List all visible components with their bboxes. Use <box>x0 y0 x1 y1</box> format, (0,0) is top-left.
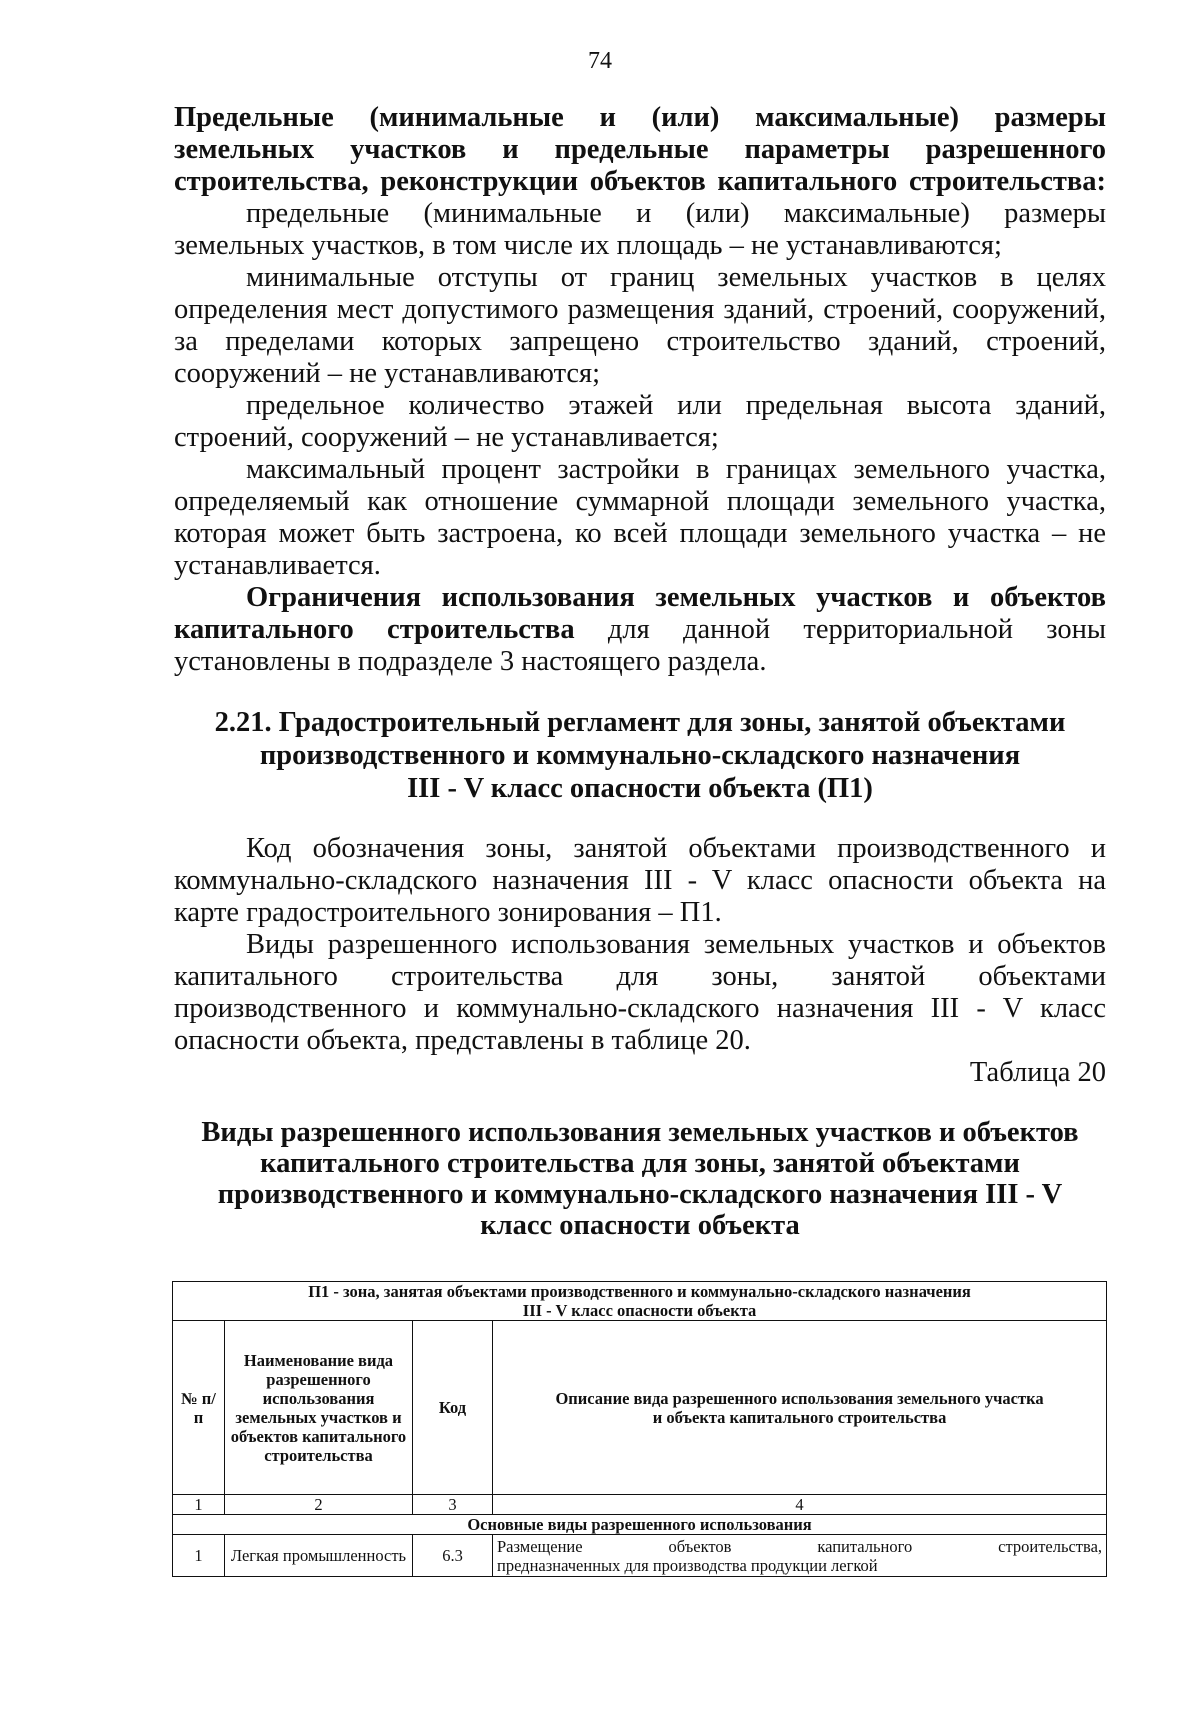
col-number: 4 <box>493 1495 1107 1515</box>
paragraph-line: устанавливается. <box>174 550 381 581</box>
paragraph-line: коммунально-складского назначения III - V класс опасности объекта на <box>174 865 1106 896</box>
paragraph-line: Код обозначения зоны, занятой объектами производственного и <box>246 833 1106 864</box>
zone-header-line: III - V класс опасности объекта <box>522 1301 757 1320</box>
table-reference: Таблица 20 <box>969 1057 1106 1088</box>
limits-paragraph-floors <box>174 390 1106 454</box>
permitted-uses-table <box>172 1281 1107 1577</box>
section-heading-line: производственного и коммунально-складского назначения <box>259 740 1021 771</box>
limits-paragraph-size <box>174 198 1106 262</box>
paragraph-line: установлены в подразделе 3 настоящего раздела. <box>174 646 767 677</box>
text-run: для данной территориальной зоны <box>607 614 1106 645</box>
row-use-name: Легкая промышленность <box>225 1535 413 1577</box>
table-title-line: Виды разрешенного использования земельных участков и объектов <box>201 1117 1079 1148</box>
row-code: 6.3 <box>413 1535 493 1577</box>
paragraph-line: Виды разрешенного использования земельных участков и объектов <box>246 929 1106 960</box>
section-heading-line: III - V класс опасности объекта (П1) <box>407 773 873 804</box>
table-title <box>174 1117 1106 1241</box>
col-header-num: № п/п <box>173 1321 225 1495</box>
paragraph-line: опасности объекта, представлены в таблице 20. <box>174 1025 751 1056</box>
limits-heading <box>174 102 1106 198</box>
paragraph-line: за пределами которых запрещено строительство зданий, строений, <box>174 326 1106 357</box>
restrictions-paragraph <box>174 582 1106 678</box>
zone-header-cell <box>173 1282 1107 1321</box>
paragraph-line: сооружений – не устанавливаются; <box>174 358 601 389</box>
table-row <box>173 1535 1107 1577</box>
col-number: 1 <box>173 1495 225 1515</box>
page-number: 74 <box>588 48 612 74</box>
paragraph-line: производственного и коммунально-складского назначения III - V класс <box>174 993 1106 1024</box>
limits-paragraph-coverage <box>174 454 1106 582</box>
paragraph-line <box>174 614 1106 646</box>
section-row-cell: Основные виды разрешенного использования <box>173 1515 1107 1535</box>
document-body <box>174 102 1106 1241</box>
zone-code-paragraph <box>174 833 1106 929</box>
paragraph-line: которая может быть застроена, ко всей площади земельного участка – не <box>174 518 1106 549</box>
col-header-name: Наименование вида разрешенного использования земельных участков и объектов капитального строительства <box>225 1321 413 1495</box>
col-number: 2 <box>225 1495 413 1515</box>
row-description-line: Размещение объектов капитального строительства, <box>497 1536 1103 1556</box>
paragraph-line: определения мест допустимого размещения зданий, строений, сооружений, <box>174 294 1106 325</box>
table-column-number-row <box>173 1495 1107 1515</box>
limits-paragraph-setbacks <box>174 262 1106 390</box>
paragraph-line: карте градостроительного зонирования – П1. <box>174 897 722 928</box>
limits-heading-line: строительства, реконструкции объектов капитального строительства: <box>174 166 1106 197</box>
table-section-row <box>173 1515 1107 1535</box>
row-description <box>493 1535 1107 1577</box>
limits-heading-line: земельных участков и предельные параметры разрешенного <box>174 134 1106 165</box>
row-number: 1 <box>173 1535 225 1577</box>
table-title-line: класс опасности объекта <box>480 1210 800 1241</box>
row-description-line: предназначенных для производства продукции легкой <box>497 1555 878 1575</box>
paragraph-line: предельное количество этажей или предельная высота зданий, <box>246 390 1106 421</box>
paragraph-line: определяемый как отношение суммарной площади земельного участка, <box>174 486 1106 517</box>
paragraph-line: строений, сооружений – не устанавливается; <box>174 422 719 453</box>
paragraph-line: земельных участков, в том числе их площадь – не устанавливаются; <box>174 230 1002 261</box>
col-header-code: Код <box>413 1321 493 1495</box>
zone-header-line: П1 - зона, занятая объектами производственного и коммунально-складского назначения <box>308 1282 971 1301</box>
section-heading-line: 2.21. Градостроительный регламент для зоны, занятой объектами <box>214 707 1066 738</box>
limits-heading-line: Предельные (минимальные и (или) максимальные) размеры <box>174 102 1106 133</box>
paragraph-line: максимальный процент застройки в границах земельного участка, <box>246 454 1106 485</box>
col-number: 3 <box>413 1495 493 1515</box>
permitted-uses-paragraph <box>174 929 1106 1057</box>
paragraph-line: Ограничения использования земельных участков и объектов <box>246 582 1106 613</box>
section-heading <box>174 706 1106 805</box>
table-title-line: производственного и коммунально-складского назначения III - V <box>217 1179 1063 1210</box>
table-column-header-row <box>173 1321 1107 1495</box>
paragraph-line: минимальные отступы от границ земельных участков в целях <box>246 262 1106 293</box>
table-zone-header-row <box>173 1282 1107 1321</box>
paragraph-line: капитального строительства для зоны, занятой объектами <box>174 961 1106 992</box>
bold-phrase: капитального строительства <box>174 614 575 645</box>
paragraph-line: предельные (минимальные и (или) максимальные) размеры <box>246 198 1106 229</box>
table-title-line: капитального строительства для зоны, занятой объектами <box>260 1148 1020 1179</box>
col-header-description: Описание вида разрешенного использования земельного участка и объекта капитального строительства <box>493 1321 1107 1495</box>
